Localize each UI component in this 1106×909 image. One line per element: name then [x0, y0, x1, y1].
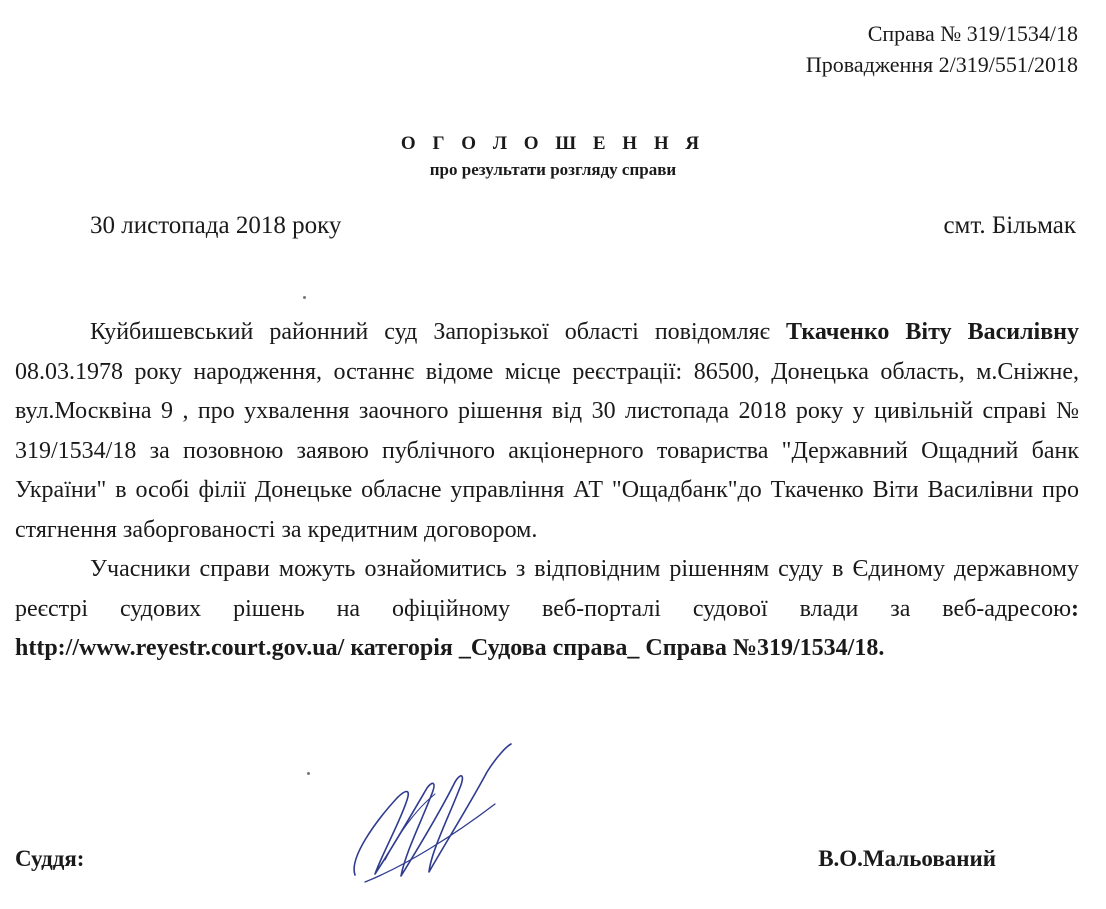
paragraph-notice-text-2: 08.03.1978 року народження, останнє відоме місце реєстрації: 86500, Донецька область, м.Сніжне, вул.Москвіна 9 , про ухвалення заочного рішення від 30 листопада 2018 року у цивільній справі № 319/1534/18 за позовною заявою публічного акціонерного товариства "Державний Ощадний банк України" в особі філії Донецьке обласне управління АТ "Ощадбанк"до Ткаченко Віти Василівни про стягнення заборгованості за кредитним договором.: [15, 358, 1079, 543]
date-place-line: [90, 212, 1076, 240]
paragraph-notice-text-1: Куйбишевський районний суд Запорізької області повідомляє: [90, 319, 786, 345]
stray-mark: [303, 296, 306, 299]
paragraph-registry-text: Учасники справи можуть ознайомитись з відповідним рішенням суду в Єдиному державному реєстрі судових рішень на офіційному веб-порталі судової влади за веб-адресою: [15, 556, 1079, 622]
announcement-date: 30 листопада 2018 року: [90, 212, 342, 239]
announcement-title-block: [0, 132, 1106, 182]
stray-mark: [307, 772, 310, 775]
paragraph-registry: [15, 550, 1079, 669]
paragraph-notice: [15, 313, 1079, 550]
announcement-subheading: про результати розгляду справи: [429, 160, 677, 179]
judge-signature: [345, 740, 520, 890]
defendant-name: Ткаченко Віту Василівну: [785, 319, 1079, 345]
announcement-body: [15, 313, 1079, 669]
proceeding-number: Провадження 2/319/551/2018: [805, 52, 1078, 77]
registry-link: : http://www.reyestr.court.gov.ua/ категорія _Судова справа_ Справа №319/1534/18.: [15, 595, 1079, 661]
judge-label: Суддя:: [15, 846, 85, 871]
announcement-heading: О Г О Л О Ш Е Н Н Я: [400, 133, 706, 154]
case-number: Справа № 319/1534/18: [867, 21, 1078, 46]
announcement-place: смт. Більмак: [943, 212, 1076, 239]
case-reference: [806, 18, 1078, 80]
judge-name: В.О.Мальований: [818, 846, 996, 871]
